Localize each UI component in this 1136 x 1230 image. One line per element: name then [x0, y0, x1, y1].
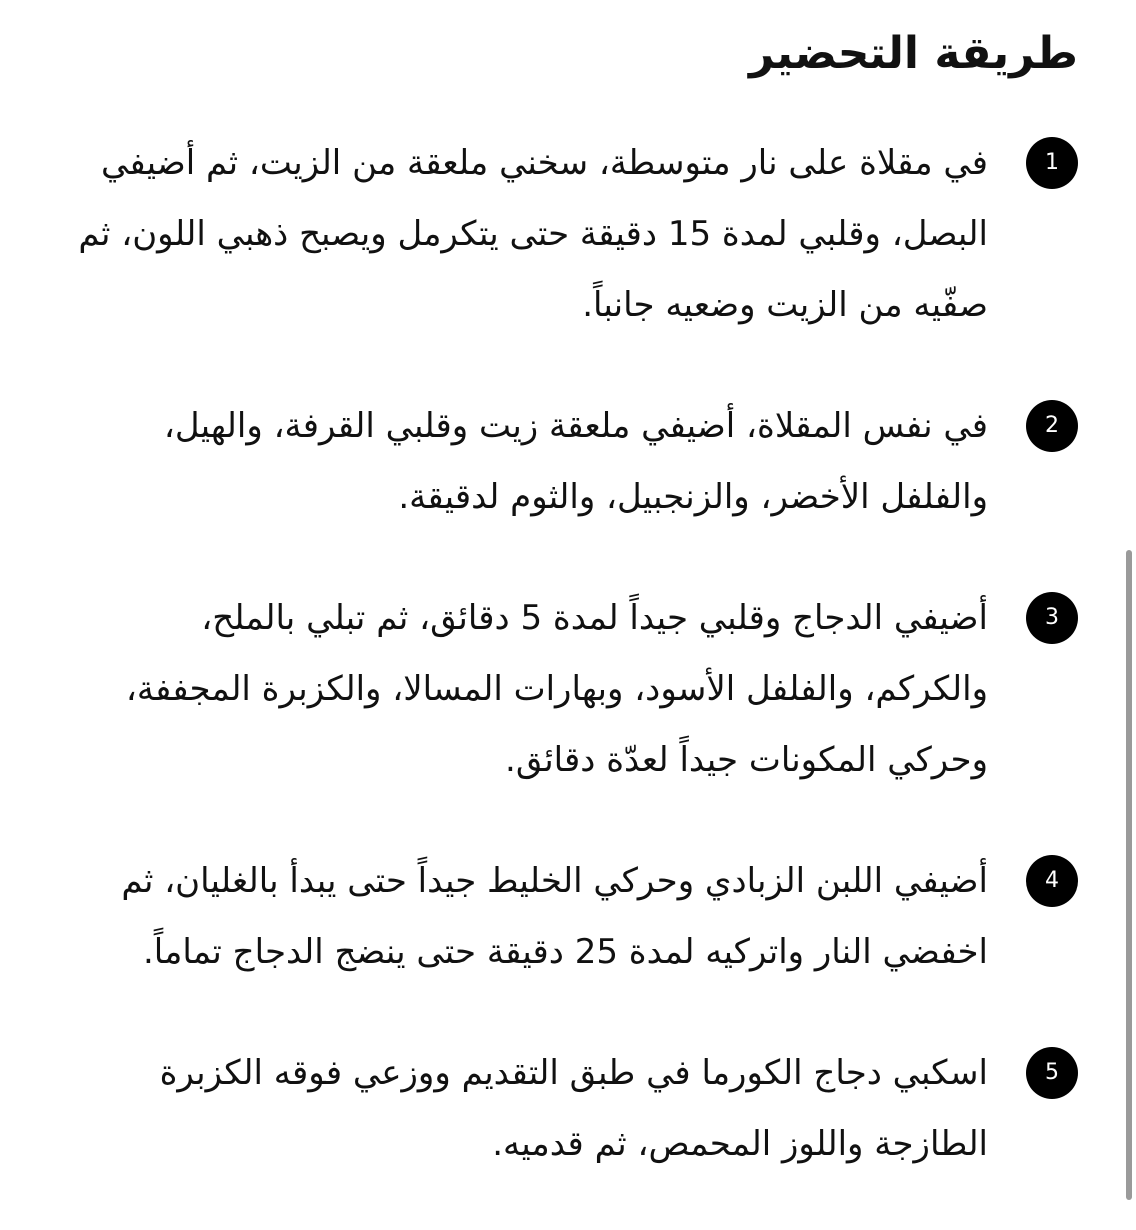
step-item-5	[68, 1038, 1078, 1180]
step-text: في مقلاة على نار متوسطة، سخني ملعقة من الزيت، ثم أضيفي البصل، وقلبي لمدة 15 دقيقة حتى يتكرمل ويصبح ذهبي اللون، ثم صفّيه من الزيت وضعيه جانباً.	[78, 143, 988, 325]
scrollbar-thumb[interactable]	[1126, 550, 1132, 1200]
step-number-badge: 1	[1026, 137, 1078, 189]
step-text: أضيفي اللبن الزبادي وحركي الخليط جيداً حتى يبدأ بالغليان، ثم اخفضي النار واتركيه لمدة 25 دقيقة حتى ينضج الدجاج تماماً.	[121, 861, 988, 972]
scrollbar[interactable]	[1126, 550, 1132, 1200]
step-number-badge: 4	[1026, 855, 1078, 907]
step-text: أضيفي الدجاج وقلبي جيداً لمدة 5 دقائق، ثم تبلي بالملح، والكركم، والفلفل الأسود، وبهارات المسالا، والكزبرة المجففة، وحركي المكونات جيداً لعدّة دقائق.	[125, 598, 988, 780]
step-item-3	[68, 583, 1078, 796]
step-number-badge: 3	[1026, 592, 1078, 644]
step-text: اسكبي دجاج الكورما في طبق التقديم ووزعي فوقه الكزبرة الطازجة واللوز المحمص، ثم قدميه.	[159, 1053, 988, 1164]
instruction-steps-list	[68, 128, 1078, 1230]
step-item-2	[68, 391, 1078, 533]
step-item-4	[68, 846, 1078, 988]
step-number-badge: 5	[1026, 1047, 1078, 1099]
section-title: طريقة التحضير	[749, 28, 1078, 79]
step-text: في نفس المقلاة، أضيفي ملعقة زيت وقلبي القرفة، والهيل، والفلفل الأخضر، والزنجبيل، والثوم لدقيقة.	[163, 406, 988, 517]
step-number-badge: 2	[1026, 400, 1078, 452]
step-item-1	[68, 128, 1078, 341]
